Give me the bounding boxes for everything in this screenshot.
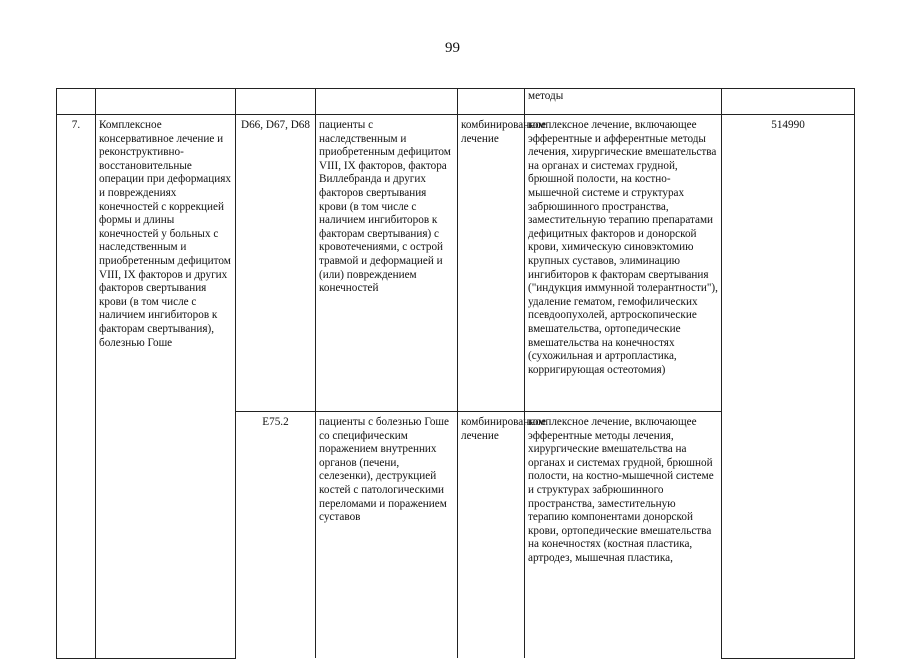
table-row — [57, 115, 855, 412]
treatment-type: комбинированное лечение — [458, 115, 525, 412]
row-number: 7. — [57, 115, 96, 659]
treatment-type: комбинированное лечение — [458, 412, 525, 659]
cell-type-empty — [458, 89, 525, 115]
cell-patients-empty — [316, 89, 458, 115]
page-number: 99 — [445, 40, 460, 56]
continuation-row — [57, 89, 855, 115]
patient-model: пациенты с наследственным и приобретенным дефицитом VIII, IX факторов, фактора Виллебранда и других факторов свертывания крови (в том числе с наличием ингибиторов к факторам свертывания) с кровотечениями, с острой травмой и деформацией и (или) повреждением конечностей — [316, 115, 458, 412]
patient-model: пациенты с болезнью Гоше со специфическим поражением внутренних органов (печени, селезенки), деструкцией костей с патологическими переломами и поражением суставов — [316, 412, 458, 659]
cell-name-empty — [96, 89, 236, 115]
cell-method-continuation: методы — [525, 89, 722, 115]
treatment-method: комплексное лечение, включающее эфферентные методы лечения, хирургические вмешательства на органах и системах грудной, брюшной полости, на костно-мышечной системе и структурах забрюшинного пространства, заместительную терапию компонентами донорской крови, ортопедические вмешательства на конечностях (костная пластика, артродез, мышечная пластика, — [525, 412, 722, 659]
standard-cost: 514990 — [722, 115, 855, 659]
medical-care-table — [56, 88, 855, 659]
cell-number-empty — [57, 89, 96, 115]
treatment-method: комплексное лечение, включающее эфферентные и афферентные методы лечения, хирургические вмешательства на органах и системах грудной, брюшной полости, на костно-мышечной системе и структурах забрюшинного пространства, заместительную терапию препаратами дефицитных факторов и донорской крови, химическую синовэктомию крупных суставов, элиминацию ингибиторов к факторам свертывания ("индукция иммунной толерантности"), удаление гематом, гемофилических псевдоопухолей, артроскопические вмешательства, ортопедические вмешательства на конечностях (сухожильная и артропластика, корригирующая остеотомия) — [525, 115, 722, 412]
icd-codes: E75.2 — [236, 412, 316, 659]
icd-codes: D66, D67, D68 — [236, 115, 316, 412]
cell-code-empty — [236, 89, 316, 115]
cell-price-empty — [722, 89, 855, 115]
care-type-name: Комплексное консервативное лечение и реконструктивно-восстановительные операции при деформациях и повреждениях конечностей с коррекцией формы и длины конечностей у больных с наследственным и приобретенным дефицитом VIII, IX факторов и других факторов свертывания крови (в том числе с наличием ингибиторов к факторам свертывания), болезнью Гоше — [96, 115, 236, 659]
